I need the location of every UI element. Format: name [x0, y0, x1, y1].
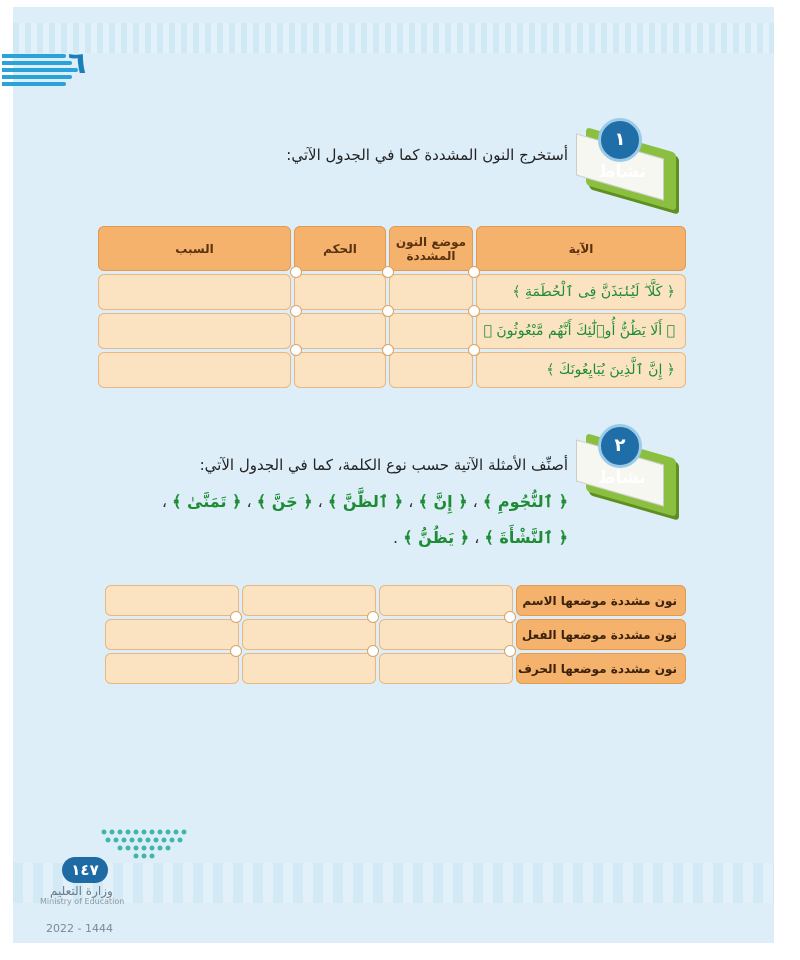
activity-2-number: ٢ [598, 424, 642, 468]
top-ornament-band [13, 23, 774, 53]
example-word: ﴿ إِنَّ ﴾ [418, 492, 468, 511]
header-verse: الآية [476, 226, 686, 271]
activity-1-label: نشاط [598, 162, 646, 182]
ministry-name-ar: وزارة التعليم [50, 884, 113, 898]
activity-2-badge [576, 424, 686, 510]
header-position: موضع النون المشددة [389, 226, 473, 271]
answer-cell[interactable] [105, 653, 239, 684]
answer-cell[interactable] [242, 619, 376, 650]
answer-cell[interactable] [98, 274, 291, 310]
answer-cell[interactable] [105, 585, 239, 616]
activity-1-badge [576, 118, 686, 204]
page-number: ١٤٧ [62, 857, 108, 883]
answer-cell[interactable] [242, 653, 376, 684]
activity-2-label: نشاط [598, 468, 646, 488]
activity-2-table [98, 585, 686, 684]
answer-cell[interactable] [294, 313, 386, 349]
verse-cell: ﴿ أَلَا يَظُنُّ أُو۟لَٰٓئِكَ أَنَّهُم مَّبْعُوثُونَ ﴾ [476, 313, 686, 349]
example-word: ﴿ يَظُنُّ ﴾ [403, 528, 470, 547]
activity-1-number: ١ [598, 118, 642, 162]
answer-cell[interactable] [294, 274, 386, 310]
ministry-name-en: Ministry of Education [40, 897, 125, 906]
activity-2-instruction: أصنِّف الأمثلة الآتية حسب نوع الكلمة، كما في الجدول الآتي: [199, 456, 568, 474]
example-word: ﴿ ٱلظَّنَّ ﴾ [327, 492, 404, 511]
answer-cell[interactable] [389, 274, 473, 310]
edition-year: 2022 - 1444 [46, 922, 113, 935]
answer-cell[interactable] [98, 352, 291, 388]
answer-cell[interactable] [389, 313, 473, 349]
examples-line-1: ﴿ ٱلنُّجُومِ ﴾ ، ﴿ إِنَّ ﴾ ، ﴿ ٱلظَّنَّ ﴾ ، ﴿ جَنَّ ﴾ ، ﴿ تَمَنَّىٰ ﴾ ، [161, 492, 568, 511]
verse-cell: ﴿ إِنَّ ٱلَّذِينَ يُبَايِعُونَكَ ﴾ [476, 352, 686, 388]
answer-cell[interactable] [294, 352, 386, 388]
activity-1-instruction: أستخرج النون المشددة كما في الجدول الآتي: [286, 146, 568, 164]
example-word: ﴿ ٱلنَّشْأَةَ ﴾ [484, 528, 568, 547]
example-word: ﴿ جَنَّ ﴾ [256, 492, 313, 511]
example-word: ﴿ ٱلنُّجُومِ ﴾ [482, 492, 568, 511]
answer-cell[interactable] [389, 352, 473, 388]
row-label: نون مشددة موضعها الحرف [516, 653, 686, 684]
answer-cell[interactable] [379, 653, 513, 684]
examples-line-2: ﴿ ٱلنَّشْأَةَ ﴾ ، ﴿ يَظُنُّ ﴾ . [393, 528, 568, 547]
answer-cell[interactable] [105, 619, 239, 650]
answer-cell[interactable] [379, 585, 513, 616]
answer-cell[interactable] [242, 585, 376, 616]
answer-cell[interactable] [379, 619, 513, 650]
row-label: نون مشددة موضعها الاسم [516, 585, 686, 616]
verse-cell: ﴿ كَلَّا ۖ لَيُنۢبَذَنَّ فِى ٱلْحُطَمَةِ ﴾ [476, 274, 686, 310]
header-ruling: الحكم [294, 226, 386, 271]
row-label: نون مشددة موضعها الفعل [516, 619, 686, 650]
example-word: ﴿ تَمَنَّىٰ ﴾ [172, 492, 242, 511]
unit-number: ٦ [68, 46, 87, 81]
bottom-ornament-band [13, 863, 774, 903]
ministry-logo-icon [98, 826, 190, 860]
header-reason: السبب [98, 226, 291, 271]
answer-cell[interactable] [98, 313, 291, 349]
